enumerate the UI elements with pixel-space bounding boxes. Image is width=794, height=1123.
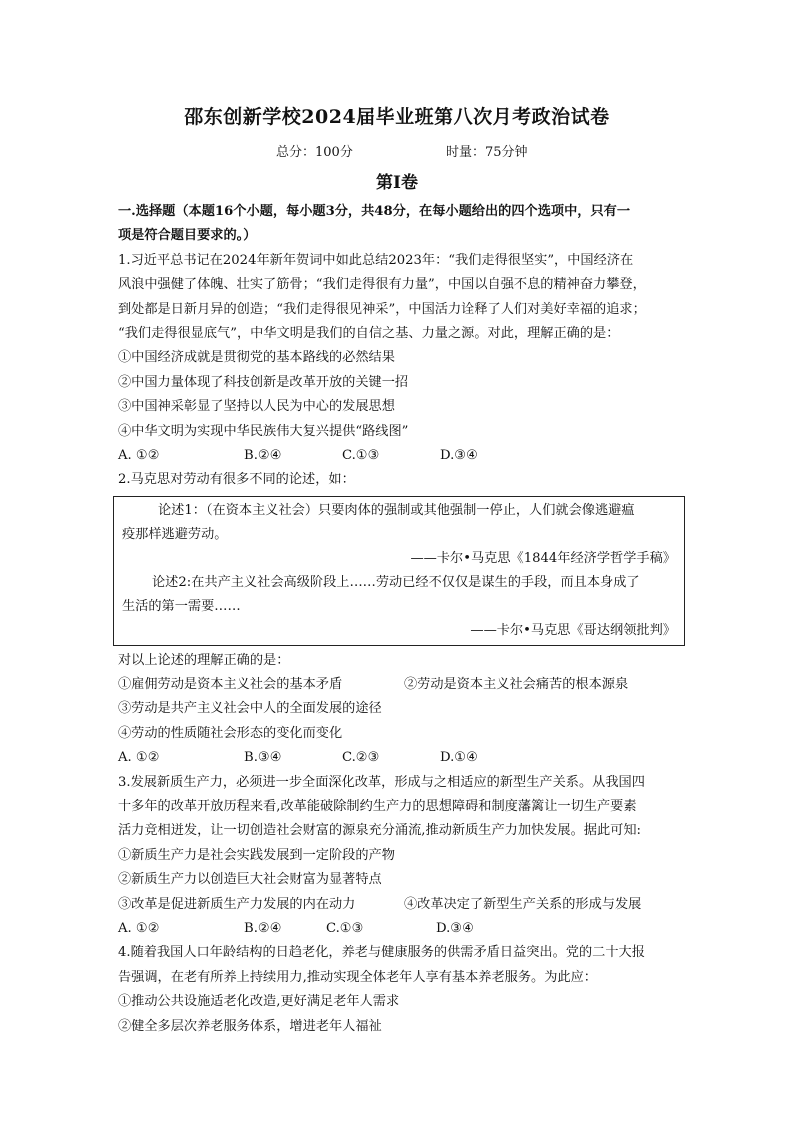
q2-quote1-line: 疫那样逃避劳动。	[122, 526, 228, 542]
q2-item: ③劳动是共产主义社会中人的全面发展的途径	[118, 701, 382, 717]
volume-heading: 第Ⅰ卷	[376, 173, 418, 193]
q2-items-row	[118, 673, 680, 697]
q4-stem-line: 4.随着我国人口年龄结构的日趋老化，养老与健康服务的供需矛盾日益突出。党的二十大报	[118, 945, 645, 961]
q1-stem-line: 1.习近平总书记在2024年新年贺词中如此总结2023年：“我们走得很坚实”，中国经济在	[118, 252, 634, 268]
section-heading-line1: 一.选择题（本题16个小题，每小题3分，共48分，在每小题给出的四个选项中，只有一	[118, 204, 631, 219]
total-score: 总分：100分	[276, 145, 353, 160]
q2-option-d[interactable]: D.①④	[440, 750, 478, 766]
q3-stem-line: 3.发展新质生产力，必须进一步全面深化改革，形成与之相适应的新型生产关系。从我国四	[118, 774, 645, 790]
q3-options	[118, 917, 680, 941]
q1-option-d[interactable]: D.③④	[440, 447, 478, 463]
question-2	[118, 468, 680, 770]
q3-item: ①新质生产力是社会实践发展到一定阶段的产物	[118, 847, 395, 863]
q3-stem-line: 十多年的改革开放历程来看,改革能破除制约生产力的思想障碍和制度藩篱让一切生产要素	[118, 799, 637, 815]
q1-item: ③中国神采彰显了坚持以人民为中心的发展思想	[118, 399, 395, 415]
q2-options	[118, 746, 680, 770]
q4-stem-line: 告强调，在老有所养上持续用力,推动实现全体老年人享有基本养老服务。为此应：	[118, 969, 597, 985]
question-1	[118, 249, 680, 469]
q1-stem-line: 风浪中强健了体魄、壮实了筋骨；“我们走得很有力量”，中国以自强不息的精神奋力攀登，	[118, 277, 646, 293]
q3-option-c[interactable]: C.①③	[326, 920, 364, 936]
q2-quote-box	[113, 496, 685, 646]
q3-item: ②新质生产力以创造巨大社会财富为显著特点	[118, 872, 382, 888]
q2-option-c[interactable]: C.②③	[342, 750, 380, 766]
q1-item: ②中国力量体现了科技创新是改革开放的关键一招	[118, 374, 409, 390]
q2-option-b[interactable]: B.③④	[244, 750, 282, 766]
exam-body	[118, 200, 680, 1039]
q1-options	[118, 444, 680, 468]
question-4	[118, 941, 680, 1039]
q1-stem-line: 到处都是日新月异的创造；“我们走得很见神采”，中国活力诠释了人们对美好幸福的追求；	[118, 301, 646, 317]
q1-item: ④中华文明为实现中华民族伟大复兴提供“路线图”	[118, 423, 409, 439]
q3-item: ④改革决定了新型生产关系的形成与发展	[404, 896, 642, 912]
q2-item: ②劳动是资本主义社会痛苦的根本源泉	[404, 677, 629, 693]
q2-quote2-line: 生活的第一需要……	[122, 598, 241, 614]
q3-option-b[interactable]: B.②④	[244, 920, 282, 936]
q2-ask: 对以上论述的理解正确的是：	[118, 652, 290, 668]
time-limit: 时量：75分钟	[446, 145, 528, 160]
exam-title: 邵东创新学校2024届毕业班第八次月考政治试卷	[184, 106, 610, 128]
q2-quote2-line: 论述2:在共产主义社会高级阶段上……劳动已经不仅仅是谋生的手段，而且本身成了	[152, 574, 640, 590]
q2-item: ①雇佣劳动是资本主义社会的基本矛盾	[118, 677, 343, 693]
q2-item: ④劳动的性质随社会形态的变化而变化	[118, 725, 343, 741]
q1-option-c[interactable]: C.①③	[342, 447, 380, 463]
q3-items-row	[118, 893, 680, 917]
q2-stem: 2.马克思对劳动有很多不同的论述，如：	[118, 472, 355, 488]
q1-option-b[interactable]: B.②④	[244, 447, 282, 463]
question-3	[118, 771, 680, 942]
q2-quote1-line: 论述1：（在资本主义社会）只要肉体的强制或其他强制一停止，人们就会像逃避瘟	[158, 502, 635, 518]
q1-stem-line: “我们走得很显底气”，中华文明是我们的自信之基、力量之源。对此，理解正确的是：	[118, 325, 620, 341]
q2-option-a[interactable]: A. ①②	[118, 750, 160, 766]
q3-stem-line: 活力竞相迸发，让一切创造社会财富的源泉充分涌流,推动新质生产力加快发展。据此可知:	[118, 823, 641, 839]
q4-item: ①推动公共设施适老化改造,更好满足老年人需求	[118, 994, 400, 1010]
q3-item: ③改革是促进新质生产力发展的内在动力	[118, 896, 356, 912]
section-heading-line2: 项是符合题目要求的。）	[118, 228, 257, 244]
q2-quote2-source: ——卡尔•马克思《哥达纲领批判》	[470, 622, 676, 638]
q1-option-a[interactable]: A. ①②	[118, 447, 160, 463]
q4-item: ②健全多层次养老服务体系，增进老年人福祉	[118, 1018, 382, 1034]
q3-option-a[interactable]: A. ①②	[118, 920, 160, 936]
q3-option-d[interactable]: D.③④	[436, 920, 474, 936]
q2-quote1-source: ——卡尔•马克思《1844年经济学哲学手稿》	[410, 550, 676, 566]
q1-item: ①中国经济成就是贯彻党的基本路线的必然结果	[118, 350, 395, 366]
